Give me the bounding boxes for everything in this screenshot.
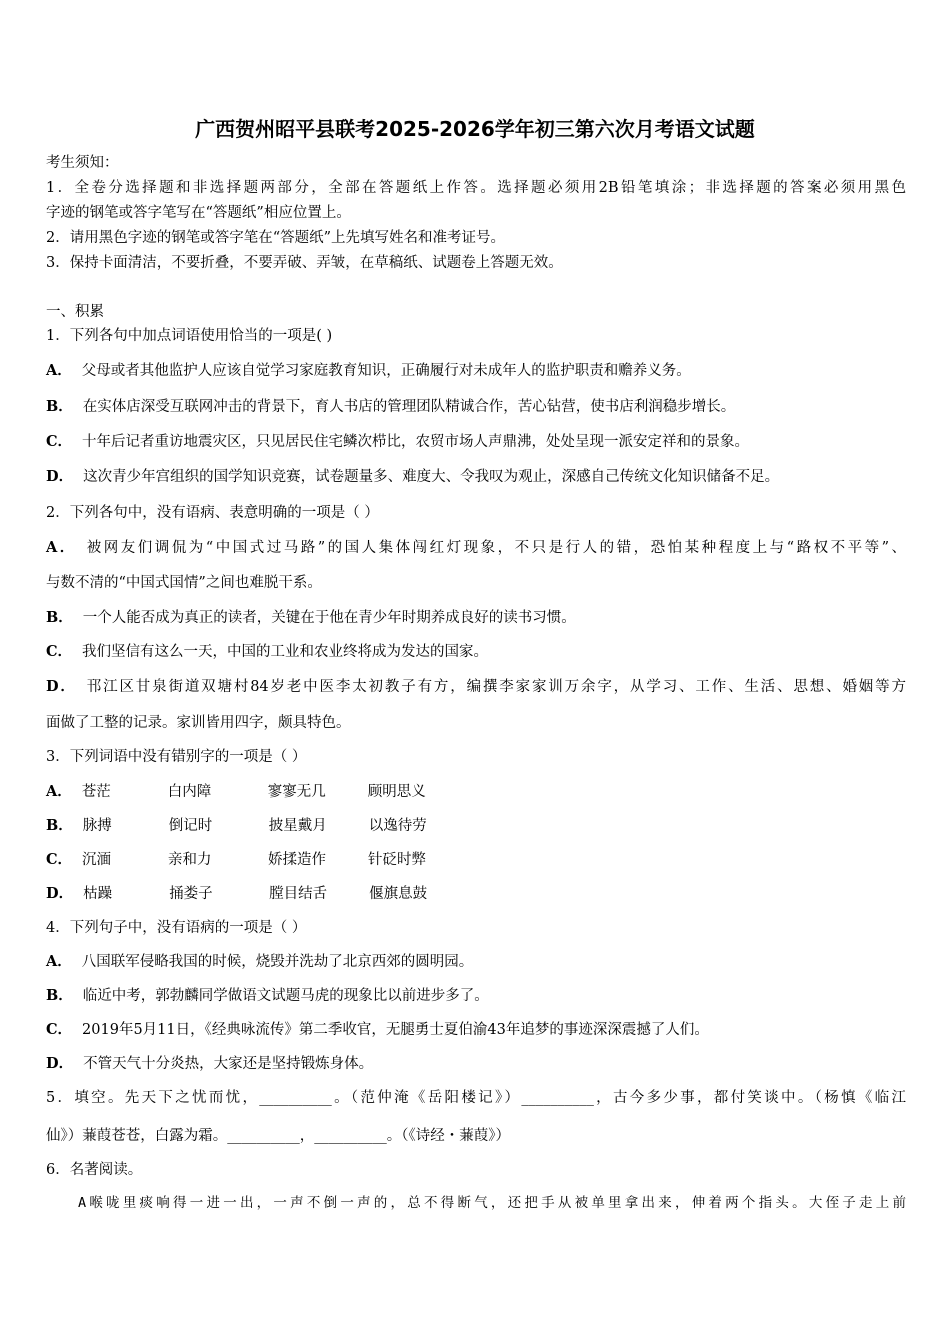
option-text: 十年后记者重访地震灾区，只见居民住宅鳞次栉比，农贸市场人声鼎沸，处处呈现一派安定祥和的景象。	[82, 434, 750, 450]
question-1-stem: 1．下列各句中加点词语使用恰当的一项是( )	[46, 328, 333, 344]
option-letter: A．	[46, 362, 72, 379]
option-letter: D．	[46, 1055, 74, 1072]
q4-option-b	[46, 986, 489, 1006]
option-letter: D．	[46, 678, 77, 695]
q2-option-a	[46, 538, 906, 558]
notice-item-1: 1．全卷分选择题和非选择题两部分，全部在答题纸上作答。选择题必须用2B铅笔填涂；非选择题的答案必须用黑色	[46, 180, 906, 196]
option-letter: A．	[46, 539, 77, 556]
option-text: 临近中考，郭勃麟同学做语文试题马虎的现象比以前进步多了。	[82, 988, 489, 1004]
word: 披星戴月	[268, 818, 327, 834]
q4-option-c	[46, 1020, 709, 1040]
word: 倒记时	[168, 818, 213, 834]
option-text: 我们坚信有这么一天，中国的工业和农业终将成为发达的国家。	[82, 644, 489, 660]
word: 娇揉造作	[268, 852, 327, 868]
option-text: 这次青少年宫组织的国学知识竞赛，试卷题量多、难度大、令我叹为观止，深感自己传统文化知识储备不足。	[83, 469, 780, 485]
word: 针砭时弊	[368, 852, 427, 868]
q2-option-c	[46, 642, 488, 662]
word: 沉湎	[82, 852, 112, 868]
q6-excerpt: A喉咙里痰响得一进一出，一声不倒一声的，总不得断气，还把手从被单里拿出来，伸着两个指头。大侄子走上前	[78, 1195, 906, 1211]
option-text: 邗江区甘泉街道双塘村84岁老中医李太初教子有方，编撰李家家训万余字，从学习、工作、生活、思想、婚姻等方	[86, 679, 906, 695]
option-letter: D．	[46, 468, 74, 485]
option-letter: B．	[46, 398, 73, 415]
option-letter: C．	[46, 433, 73, 450]
q1-option-b	[46, 397, 735, 417]
option-letter: C．	[46, 643, 73, 660]
option-text: 一个人能否成为真正的读者，关键在于他在青少年时期养成良好的读书习惯。	[82, 610, 576, 626]
q2-option-b	[46, 608, 576, 628]
q1-option-d	[46, 467, 779, 487]
q3-option-a	[46, 782, 454, 802]
option-letter: C．	[46, 851, 73, 868]
q2-option-d-cont: 面做了工整的记录。家训皆用四字，颇具特色。	[46, 715, 351, 731]
option-letter: A．	[46, 953, 72, 970]
option-text: 被网友们调侃为“中国式过马路”的国人集体闯红灯现象，不只是行人的错，恐怕某种程度上与“路权不平等”、	[86, 540, 906, 556]
word: 以逸待劳	[368, 818, 427, 834]
option-letter: D．	[46, 885, 74, 902]
question-2-stem: 2．下列各句中，没有语病、表意明确的一项是（ ）	[46, 505, 379, 521]
word: 枯躁	[83, 886, 113, 902]
q4-option-d	[46, 1054, 373, 1074]
notice-item-3: 3．保持卡面清洁，不要折叠，不要弄破、弄皱，在草稿纸、试题卷上答题无效。	[46, 255, 563, 271]
word: 膛目结舌	[269, 886, 328, 902]
notice-heading: 考生须知：	[46, 155, 119, 171]
word: 捅娄子	[169, 886, 213, 902]
word: 脉搏	[82, 818, 112, 834]
question-6-stem: 6．名著阅读。	[46, 1162, 143, 1178]
notice-item-1-cont: 字迹的钢笔或答字笔写在“答题纸”相应位置上。	[46, 205, 351, 221]
option-text: 在实体店深受互联网冲击的背景下，育人书店的管理团队精诚合作，苦心钻营，使书店利润稳步增长。	[82, 399, 736, 415]
option-letter: A．	[46, 783, 72, 800]
notice-item-2: 2．请用黑色字迹的钢笔或答字笔在“答题纸”上先填写姓名和准考证号。	[46, 230, 506, 246]
word: 顾明思义	[367, 784, 426, 800]
q4-option-a	[46, 952, 473, 972]
word: 亲和力	[168, 852, 212, 868]
option-text: 父母或者其他监护人应该自觉学习家庭教育知识，正确履行对未成年人的监护职责和赡养义务。	[81, 363, 691, 379]
word: 苍茫	[81, 784, 111, 800]
q2-option-a-cont: 与数不清的“中国式国情”之间也难脱干系。	[46, 575, 322, 591]
q3-option-c	[46, 850, 454, 870]
option-text: 不管天气十分炎热，大家还是坚持锻炼身体。	[83, 1056, 374, 1072]
question-4-stem: 4．下列句子中，没有语病的一项是（ ）	[46, 920, 307, 936]
word: 偃旗息鼓	[369, 886, 428, 902]
q1-option-a	[46, 361, 691, 381]
option-text: 2019年5月11日，《经典咏流传》第二季收官，无腿勇士夏伯渝43年追梦的事迹深深震撼了人们。	[82, 1022, 709, 1038]
question-3-stem: 3．下列词语中没有错别字的一项是（ ）	[46, 749, 307, 765]
question-5-line-1: 5．填空。先天下之忧而忧，__________。（范仲淹《岳阳楼记》）__________，古今多少事，都付笑谈中。（杨慎《临江	[46, 1090, 906, 1106]
option-text: 八国联军侵略我国的时候，烧毁并洗劫了北京西郊的圆明园。	[81, 954, 474, 970]
option-letter: C．	[46, 1021, 73, 1038]
word: 白内障	[167, 784, 212, 800]
q2-option-d	[46, 677, 906, 697]
option-letter: B．	[46, 817, 73, 834]
page-title: 广西贺州昭平县联考2025-2026学年初三第六次月考语文试题	[195, 117, 755, 141]
question-5-line-2: 仙》）蒹葭苍苍，白露为霜。__________，__________。（《诗经・蒹葭》）	[46, 1128, 510, 1144]
q3-option-d	[46, 884, 455, 904]
option-letter: B．	[46, 987, 73, 1004]
option-letter: B．	[46, 609, 73, 626]
q3-option-b	[46, 816, 455, 836]
word: 寥寥无几	[267, 784, 326, 800]
section-heading-accumulation: 一、积累	[46, 304, 104, 320]
q1-option-c	[46, 432, 749, 452]
